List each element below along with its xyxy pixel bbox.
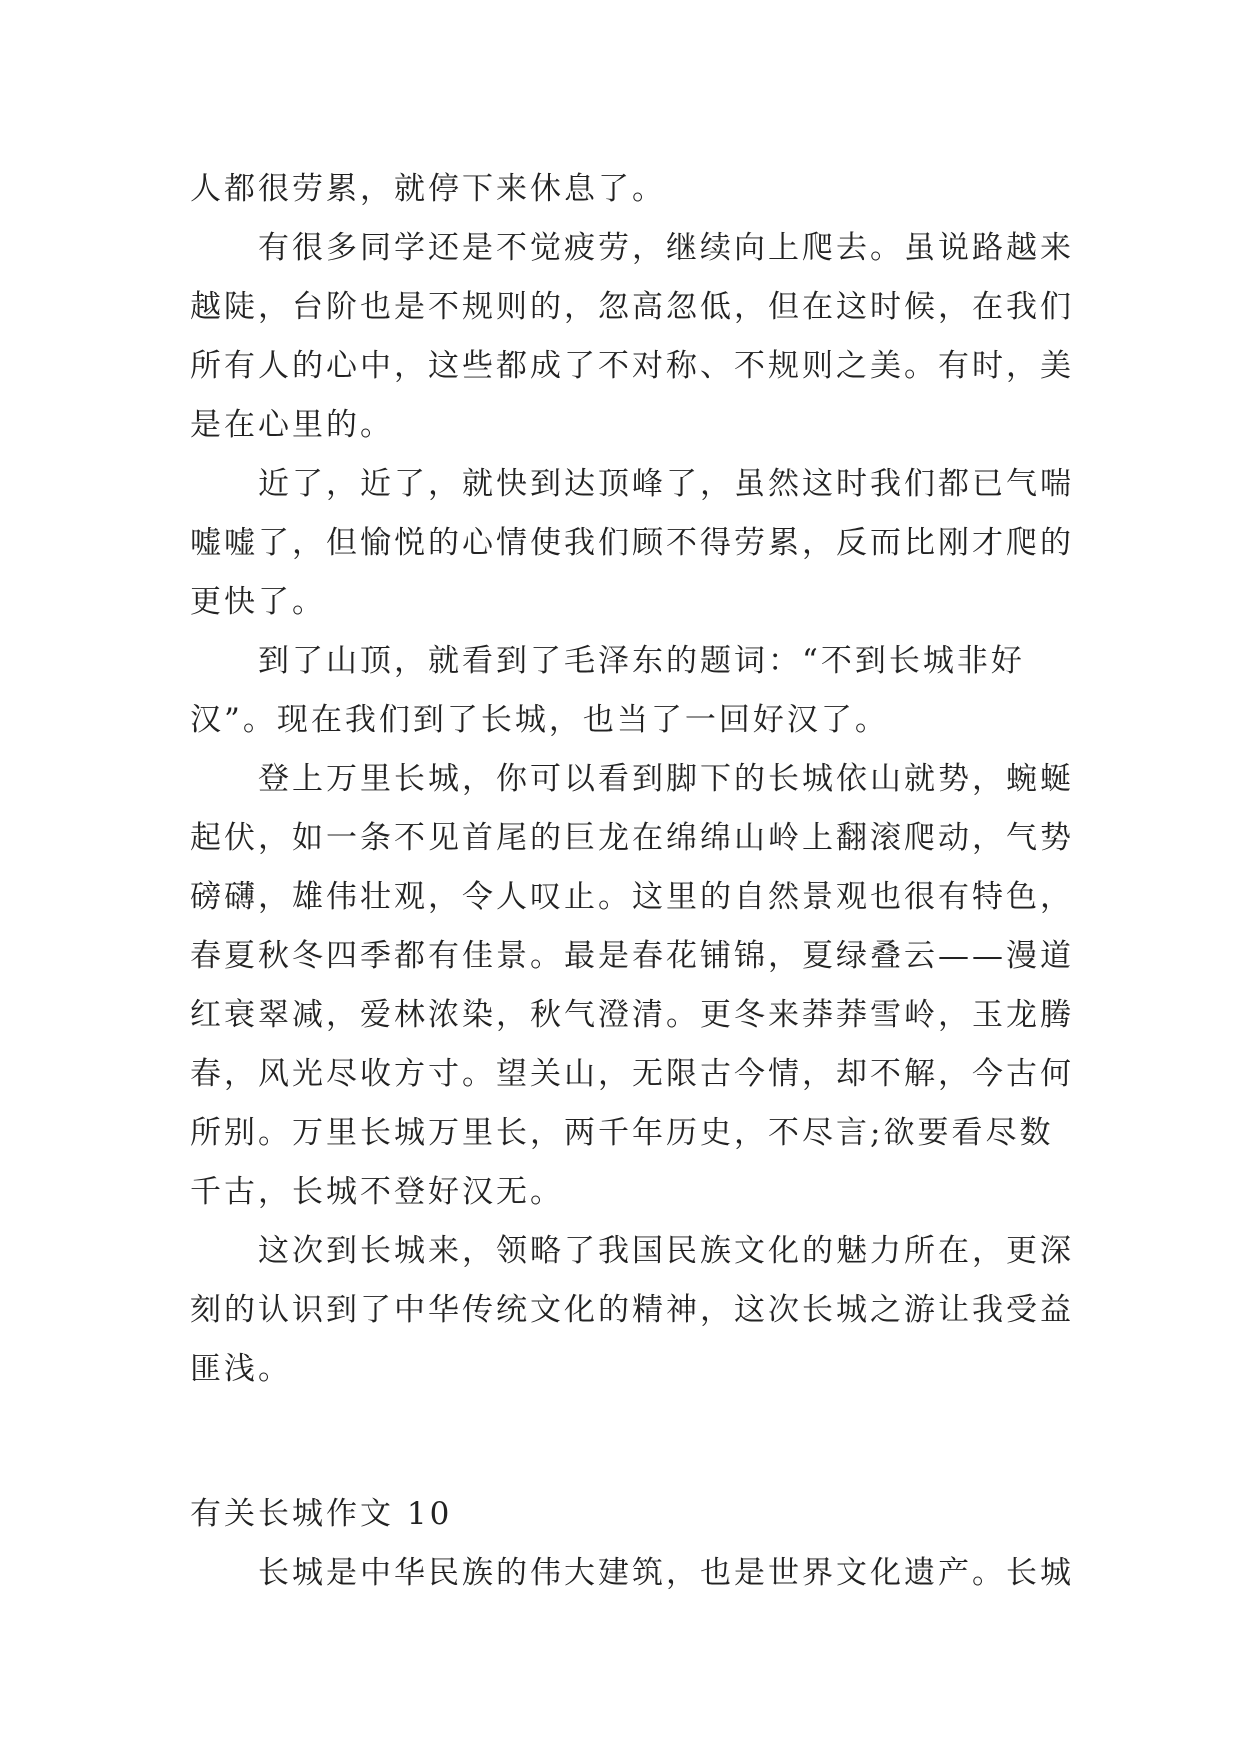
text-line: 刻的认识到了中华传统文化的精神，这次长城之游让我受益 <box>190 1292 1074 1328</box>
text-line: 人都很劳累，就停下来休息了。 <box>190 171 666 207</box>
text-line: 红衰翠减，爱林浓染，秋气澄清。更冬来莽莽雪岭，玉龙腾 <box>190 997 1074 1033</box>
section-gap <box>190 1399 1066 1485</box>
section-heading: 有关长城作文 10 <box>190 1496 453 1532</box>
essay-body-part2 <box>190 1544 1074 1603</box>
text-line: 长城是中华民族的伟大建筑，也是世界文化遗产。长城 <box>258 1555 1074 1591</box>
text-line: 更快了。 <box>190 584 326 620</box>
text-line: 有很多同学还是不觉疲劳，继续向上爬去。虽说路越来 <box>258 230 1074 266</box>
text-line: 春，风光尽收方寸。望关山，无限古今情，却不解，今古何 <box>190 1056 1074 1092</box>
text-line: 磅礴，雄伟壮观，令人叹止。这里的自然景观也很有特色， <box>190 879 1074 915</box>
essay-text <box>190 160 1074 1603</box>
essay-body-part1 <box>190 160 1074 1399</box>
text-line: 匪浅。 <box>190 1351 292 1387</box>
text-line: 近了，近了，就快到达顶峰了，虽然这时我们都已气喘 <box>258 466 1074 502</box>
text-line: 起伏，如一条不见首尾的巨龙在绵绵山岭上翻滚爬动，气势 <box>190 820 1074 856</box>
text-line: 所别。万里长城万里长，两千年历史，不尽言;欲要看尽数 <box>190 1115 1054 1151</box>
text-line: 越陡，台阶也是不规则的，忽高忽低，但在这时候，在我们 <box>190 289 1074 325</box>
text-line: 登上万里长城，你可以看到脚下的长城依山就势，蜿蜒 <box>258 761 1074 797</box>
text-line: 嘘嘘了，但愉悦的心情使我们顾不得劳累，反而比刚才爬的 <box>190 525 1074 561</box>
text-line: 所有人的心中，这些都成了不对称、不规则之美。有时，美 <box>190 348 1074 384</box>
text-line: 是在心里的。 <box>190 407 394 443</box>
text-line: 千古，长城不登好汉无。 <box>190 1174 564 1210</box>
text-line: 这次到长城来，领略了我国民族文化的魅力所在，更深 <box>258 1233 1074 1269</box>
text-line: 春夏秋冬四季都有佳景。最是春花铺锦，夏绿叠云——漫道 <box>190 938 1074 974</box>
text-line: 到了山顶，就看到了毛泽东的题词：“不到长城非好 <box>258 643 1025 679</box>
text-line: 汉”。现在我们到了长城，也当了一回好汉了。 <box>190 702 889 738</box>
